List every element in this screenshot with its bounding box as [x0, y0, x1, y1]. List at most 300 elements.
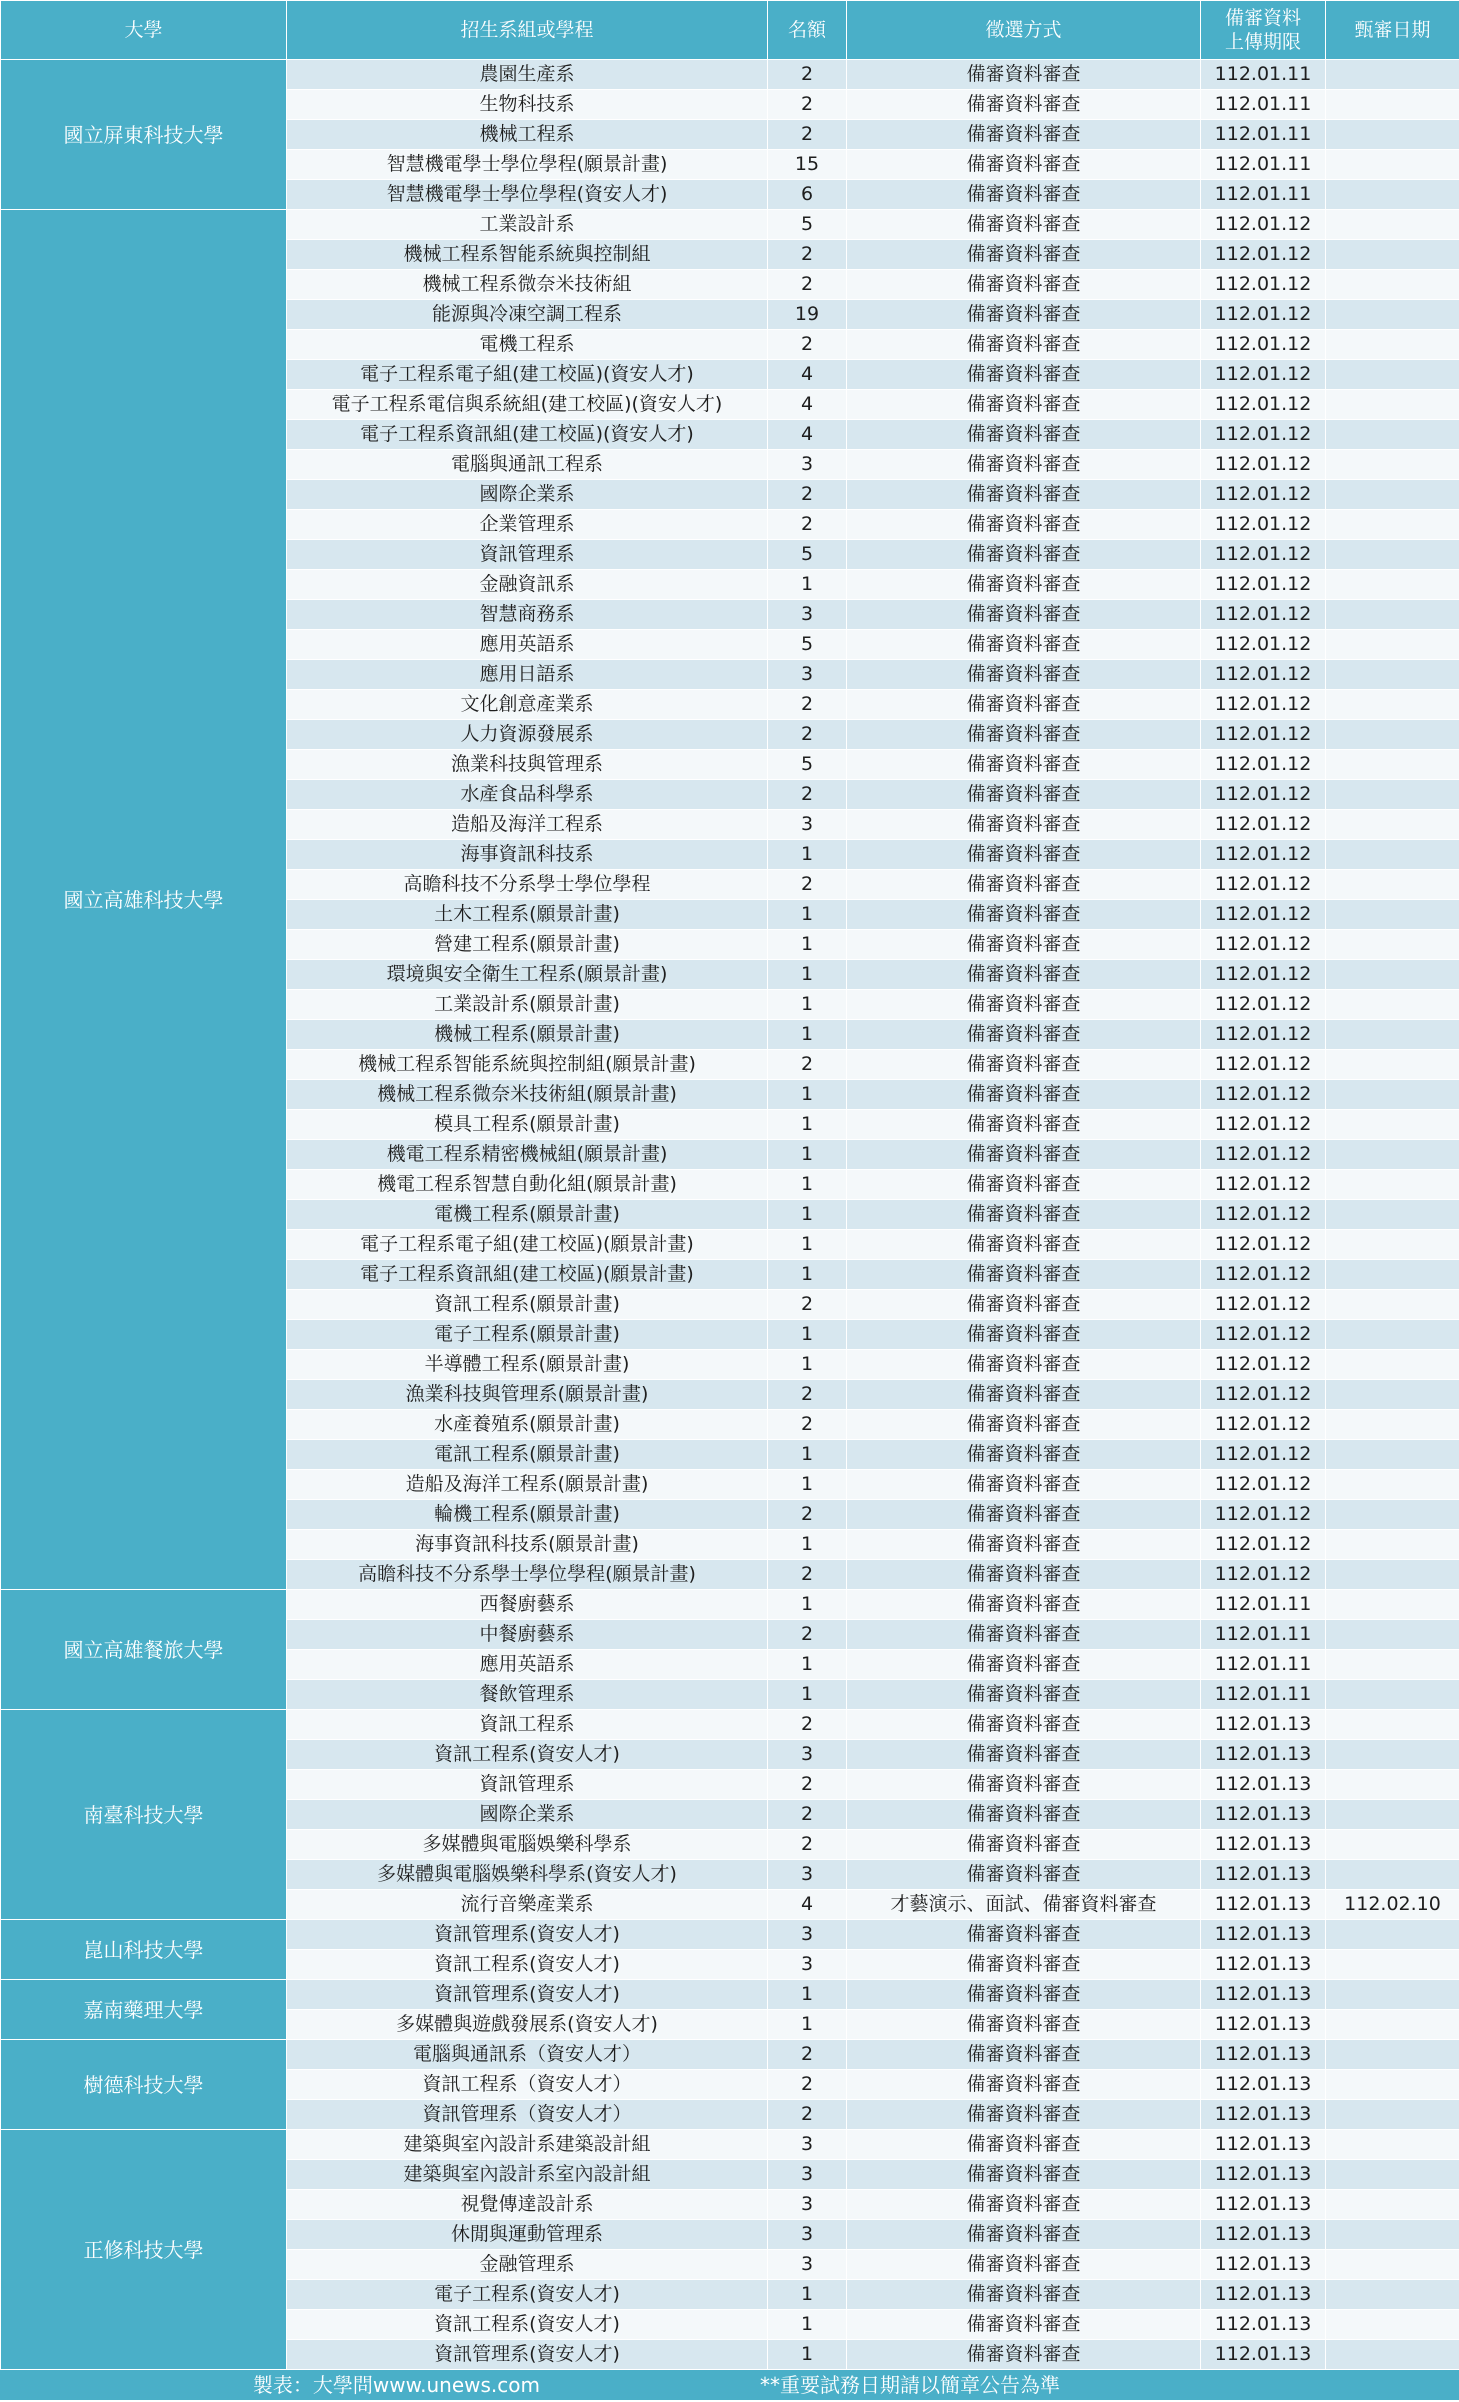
- deadline-cell: 112.01.12: [1201, 1110, 1326, 1140]
- deadline-cell: 112.01.12: [1201, 360, 1326, 390]
- interview-date-cell: [1326, 480, 1459, 510]
- interview-date-cell: [1326, 1590, 1459, 1620]
- method-cell: 備審資料審查: [847, 1770, 1201, 1800]
- method-cell: 備審資料審查: [847, 810, 1201, 840]
- deadline-cell: 112.01.13: [1201, 2040, 1326, 2070]
- quota-cell: 4: [768, 390, 847, 420]
- method-cell: 備審資料審查: [847, 1200, 1201, 1230]
- interview-date-cell: [1326, 1260, 1459, 1290]
- deadline-cell: 112.01.13: [1201, 2280, 1326, 2310]
- method-cell: 備審資料審查: [847, 690, 1201, 720]
- interview-date-cell: [1326, 2280, 1459, 2310]
- interview-date-cell: [1326, 1350, 1459, 1380]
- quota-cell: 19: [768, 300, 847, 330]
- method-cell: 備審資料審查: [847, 1110, 1201, 1140]
- method-cell: 備審資料審查: [847, 150, 1201, 180]
- method-cell: 備審資料審查: [847, 630, 1201, 660]
- deadline-cell: 112.01.12: [1201, 1530, 1326, 1560]
- method-cell: 備審資料審查: [847, 1440, 1201, 1470]
- quota-cell: 1: [768, 1170, 847, 1200]
- method-cell: 備審資料審查: [847, 1290, 1201, 1320]
- quota-cell: 2: [768, 1830, 847, 1860]
- interview-date-cell: [1326, 1110, 1459, 1140]
- department-cell: 資訊工程系: [287, 1710, 768, 1740]
- quota-cell: 3: [768, 2220, 847, 2250]
- quota-cell: 4: [768, 1890, 847, 1920]
- quota-cell: 5: [768, 210, 847, 240]
- deadline-cell: 112.01.11: [1201, 1590, 1326, 1620]
- department-cell: 電機工程系: [287, 330, 768, 360]
- quota-cell: 1: [768, 1650, 847, 1680]
- quota-cell: 1: [768, 2310, 847, 2340]
- header-method: 徵選方式: [847, 1, 1201, 60]
- interview-date-cell: [1326, 570, 1459, 600]
- table-row: [1, 1980, 1459, 2010]
- method-cell: 備審資料審查: [847, 1620, 1201, 1650]
- department-cell: 漁業科技與管理系(願景計畫): [287, 1380, 768, 1410]
- department-cell: 西餐廚藝系: [287, 1590, 768, 1620]
- deadline-cell: 112.01.13: [1201, 2130, 1326, 2160]
- method-cell: 備審資料審查: [847, 210, 1201, 240]
- method-cell: 備審資料審查: [847, 1560, 1201, 1590]
- quota-cell: 2: [768, 2040, 847, 2070]
- deadline-cell: 112.01.13: [1201, 2100, 1326, 2130]
- method-cell: 備審資料審查: [847, 1920, 1201, 1950]
- deadline-cell: 112.01.12: [1201, 240, 1326, 270]
- department-cell: 機電工程系智慧自動化組(願景計畫): [287, 1170, 768, 1200]
- method-cell: 備審資料審查: [847, 90, 1201, 120]
- department-cell: 高瞻科技不分系學士學位學程: [287, 870, 768, 900]
- interview-date-cell: [1326, 630, 1459, 660]
- quota-cell: 3: [768, 810, 847, 840]
- interview-date-cell: [1326, 2070, 1459, 2100]
- department-cell: 國際企業系: [287, 1800, 768, 1830]
- method-cell: 備審資料審查: [847, 240, 1201, 270]
- deadline-cell: 112.01.12: [1201, 1440, 1326, 1470]
- quota-cell: 2: [768, 2070, 847, 2100]
- method-cell: 備審資料審查: [847, 1080, 1201, 1110]
- department-cell: 土木工程系(願景計畫): [287, 900, 768, 930]
- deadline-cell: 112.01.12: [1201, 1020, 1326, 1050]
- department-cell: 電腦與通訊系（資安人才）: [287, 2040, 768, 2070]
- quota-cell: 2: [768, 690, 847, 720]
- interview-date-cell: [1326, 240, 1459, 270]
- method-cell: 備審資料審查: [847, 1170, 1201, 1200]
- department-cell: 電子工程系資訊組(建工校區)(資安人才): [287, 420, 768, 450]
- deadline-cell: 112.01.13: [1201, 2250, 1326, 2280]
- quota-cell: 2: [768, 240, 847, 270]
- method-cell: 備審資料審查: [847, 1320, 1201, 1350]
- quota-cell: 1: [768, 2010, 847, 2040]
- method-cell: 備審資料審查: [847, 1020, 1201, 1050]
- method-cell: 備審資料審查: [847, 840, 1201, 870]
- department-cell: 多媒體與遊戲發展系(資安人才): [287, 2010, 768, 2040]
- department-cell: 文化創意產業系: [287, 690, 768, 720]
- method-cell: 備審資料審查: [847, 930, 1201, 960]
- department-cell: 機械工程系: [287, 120, 768, 150]
- method-cell: 備審資料審查: [847, 1530, 1201, 1560]
- quota-cell: 4: [768, 360, 847, 390]
- university-name: 嘉南藥理大學: [1, 1980, 287, 2040]
- quota-cell: 1: [768, 1230, 847, 1260]
- department-cell: 視覺傳達設計系: [287, 2190, 768, 2220]
- method-cell: 備審資料審查: [847, 660, 1201, 690]
- department-cell: 電子工程系電子組(建工校區)(願景計畫): [287, 1230, 768, 1260]
- method-cell: 備審資料審查: [847, 870, 1201, 900]
- deadline-cell: 112.01.11: [1201, 120, 1326, 150]
- interview-date-cell: [1326, 690, 1459, 720]
- department-cell: 資訊工程系(資安人才): [287, 1740, 768, 1770]
- quota-cell: 3: [768, 660, 847, 690]
- deadline-cell: 112.01.12: [1201, 750, 1326, 780]
- deadline-cell: 112.01.12: [1201, 990, 1326, 1020]
- department-cell: 多媒體與電腦娛樂科學系: [287, 1830, 768, 1860]
- method-cell: 備審資料審查: [847, 750, 1201, 780]
- interview-date-cell: [1326, 2160, 1459, 2190]
- quota-cell: 3: [768, 2190, 847, 2220]
- method-cell: 備審資料審查: [847, 780, 1201, 810]
- department-cell: 資訊工程系（資安人才）: [287, 2070, 768, 2100]
- department-cell: 能源與冷凍空調工程系: [287, 300, 768, 330]
- university-name: 國立屏東科技大學: [1, 60, 287, 210]
- deadline-cell: 112.01.12: [1201, 780, 1326, 810]
- interview-date-cell: [1326, 930, 1459, 960]
- deadline-cell: 112.01.11: [1201, 90, 1326, 120]
- department-cell: 漁業科技與管理系: [287, 750, 768, 780]
- deadline-cell: 112.01.12: [1201, 390, 1326, 420]
- quota-cell: 3: [768, 2250, 847, 2280]
- method-cell: 備審資料審查: [847, 1740, 1201, 1770]
- deadline-cell: 112.01.12: [1201, 300, 1326, 330]
- quota-cell: 5: [768, 540, 847, 570]
- department-cell: 應用日語系: [287, 660, 768, 690]
- interview-date-cell: [1326, 810, 1459, 840]
- method-cell: 備審資料審查: [847, 960, 1201, 990]
- method-cell: 備審資料審查: [847, 1230, 1201, 1260]
- deadline-cell: 112.01.12: [1201, 630, 1326, 660]
- interview-date-cell: [1326, 750, 1459, 780]
- quota-cell: 3: [768, 1950, 847, 1980]
- department-cell: 海事資訊科技系(願景計畫): [287, 1530, 768, 1560]
- quota-cell: 2: [768, 60, 847, 90]
- method-cell: 備審資料審查: [847, 1380, 1201, 1410]
- interview-date-cell: [1326, 1980, 1459, 2010]
- department-cell: 電機工程系(願景計畫): [287, 1200, 768, 1230]
- department-cell: 建築與室內設計系室內設計組: [287, 2160, 768, 2190]
- interview-date-cell: [1326, 1290, 1459, 1320]
- quota-cell: 3: [768, 600, 847, 630]
- department-cell: 電訊工程系(願景計畫): [287, 1440, 768, 1470]
- quota-cell: 2: [768, 1380, 847, 1410]
- department-cell: 機電工程系精密機械組(願景計畫): [287, 1140, 768, 1170]
- quota-cell: 1: [768, 990, 847, 1020]
- method-cell: 備審資料審查: [847, 1050, 1201, 1080]
- quota-cell: 2: [768, 330, 847, 360]
- quota-cell: 1: [768, 1350, 847, 1380]
- method-cell: 備審資料審查: [847, 330, 1201, 360]
- department-cell: 輪機工程系(願景計畫): [287, 1500, 768, 1530]
- deadline-cell: 112.01.11: [1201, 60, 1326, 90]
- method-cell: 備審資料審查: [847, 1410, 1201, 1440]
- deadline-cell: 112.01.12: [1201, 840, 1326, 870]
- header-interview-date: 甄審日期: [1326, 1, 1459, 60]
- method-cell: 備審資料審查: [847, 1860, 1201, 1890]
- department-cell: 資訊工程系(資安人才): [287, 1950, 768, 1980]
- deadline-cell: 112.01.12: [1201, 720, 1326, 750]
- table-row: [1, 2040, 1459, 2070]
- interview-date-cell: [1326, 1440, 1459, 1470]
- department-cell: 機械工程系智能系統與控制組(願景計畫): [287, 1050, 768, 1080]
- quota-cell: 2: [768, 1770, 847, 1800]
- method-cell: 備審資料審查: [847, 450, 1201, 480]
- quota-cell: 1: [768, 1200, 847, 1230]
- interview-date-cell: [1326, 2130, 1459, 2160]
- deadline-cell: 112.01.13: [1201, 1860, 1326, 1890]
- department-cell: 智慧機電學士學位學程(願景計畫): [287, 150, 768, 180]
- interview-date-cell: [1326, 1020, 1459, 1050]
- university-name: 國立高雄科技大學: [1, 210, 287, 1590]
- interview-date-cell: [1326, 1800, 1459, 1830]
- department-cell: 電子工程系電信與系統組(建工校區)(資安人才): [287, 390, 768, 420]
- quota-cell: 2: [768, 1410, 847, 1440]
- deadline-cell: 112.01.12: [1201, 1350, 1326, 1380]
- deadline-cell: 112.01.13: [1201, 1950, 1326, 1980]
- deadline-cell: 112.01.12: [1201, 1050, 1326, 1080]
- interview-date-cell: 112.02.10: [1326, 1890, 1459, 1920]
- deadline-cell: 112.01.11: [1201, 1650, 1326, 1680]
- interview-date-cell: [1326, 780, 1459, 810]
- interview-date-cell: [1326, 840, 1459, 870]
- interview-date-cell: [1326, 210, 1459, 240]
- deadline-cell: 112.01.12: [1201, 930, 1326, 960]
- method-cell: 備審資料審查: [847, 990, 1201, 1020]
- method-cell: 備審資料審查: [847, 2010, 1201, 2040]
- method-cell: 備審資料審查: [847, 390, 1201, 420]
- quota-cell: 1: [768, 2280, 847, 2310]
- quota-cell: 2: [768, 1050, 847, 1080]
- department-cell: 應用英語系: [287, 630, 768, 660]
- interview-date-cell: [1326, 1620, 1459, 1650]
- method-cell: 備審資料審查: [847, 1260, 1201, 1290]
- department-cell: 電子工程系(資安人才): [287, 2280, 768, 2310]
- quota-cell: 2: [768, 1560, 847, 1590]
- deadline-cell: 112.01.12: [1201, 660, 1326, 690]
- interview-date-cell: [1326, 510, 1459, 540]
- quota-cell: 2: [768, 870, 847, 900]
- department-cell: 智慧機電學士學位學程(資安人才): [287, 180, 768, 210]
- interview-date-cell: [1326, 360, 1459, 390]
- deadline-cell: 112.01.12: [1201, 1560, 1326, 1590]
- deadline-cell: 112.01.12: [1201, 1200, 1326, 1230]
- interview-date-cell: [1326, 330, 1459, 360]
- interview-date-cell: [1326, 300, 1459, 330]
- deadline-cell: 112.01.12: [1201, 960, 1326, 990]
- interview-date-cell: [1326, 1050, 1459, 1080]
- deadline-cell: 112.01.12: [1201, 1410, 1326, 1440]
- department-cell: 資訊管理系(資安人才): [287, 1920, 768, 1950]
- department-cell: 資訊管理系: [287, 540, 768, 570]
- department-cell: 電子工程系(願景計畫): [287, 1320, 768, 1350]
- quota-cell: 1: [768, 1440, 847, 1470]
- deadline-cell: 112.01.13: [1201, 1800, 1326, 1830]
- department-cell: 高瞻科技不分系學士學位學程(願景計畫): [287, 1560, 768, 1590]
- interview-date-cell: [1326, 2310, 1459, 2340]
- department-cell: 機械工程系智能系統與控制組: [287, 240, 768, 270]
- deadline-cell: 112.01.13: [1201, 2220, 1326, 2250]
- method-cell: 備審資料審查: [847, 2250, 1201, 2280]
- quota-cell: 1: [768, 930, 847, 960]
- quota-cell: 2: [768, 720, 847, 750]
- department-cell: 機械工程系微奈米技術組(願景計畫): [287, 1080, 768, 1110]
- department-cell: 企業管理系: [287, 510, 768, 540]
- method-cell: 備審資料審查: [847, 480, 1201, 510]
- table-row: [1, 210, 1459, 240]
- method-cell: 備審資料審查: [847, 1500, 1201, 1530]
- interview-date-cell: [1326, 1860, 1459, 1890]
- department-cell: 智慧商務系: [287, 600, 768, 630]
- table-row: [1, 2130, 1459, 2160]
- interview-date-cell: [1326, 1950, 1459, 1980]
- interview-date-cell: [1326, 1530, 1459, 1560]
- quota-cell: 3: [768, 1740, 847, 1770]
- interview-date-cell: [1326, 2220, 1459, 2250]
- department-cell: 造船及海洋工程系: [287, 810, 768, 840]
- department-cell: 人力資源發展系: [287, 720, 768, 750]
- deadline-cell: 112.01.12: [1201, 270, 1326, 300]
- deadline-cell: 112.01.12: [1201, 1320, 1326, 1350]
- department-cell: 資訊工程系(願景計畫): [287, 1290, 768, 1320]
- method-cell: 備審資料審查: [847, 1470, 1201, 1500]
- deadline-cell: 112.01.12: [1201, 1470, 1326, 1500]
- deadline-cell: 112.01.12: [1201, 1260, 1326, 1290]
- method-cell: 備審資料審查: [847, 1140, 1201, 1170]
- deadline-cell: 112.01.13: [1201, 1740, 1326, 1770]
- quota-cell: 1: [768, 1590, 847, 1620]
- method-cell: 備審資料審查: [847, 1710, 1201, 1740]
- table-body: [1, 60, 1459, 2370]
- method-cell: 備審資料審查: [847, 2190, 1201, 2220]
- deadline-cell: 112.01.13: [1201, 2010, 1326, 2040]
- department-cell: 工業設計系(願景計畫): [287, 990, 768, 1020]
- table-row: [1, 1710, 1459, 1740]
- department-cell: 資訊管理系: [287, 1770, 768, 1800]
- quota-cell: 2: [768, 120, 847, 150]
- quota-cell: 1: [768, 1140, 847, 1170]
- interview-date-cell: [1326, 120, 1459, 150]
- deadline-cell: 112.01.12: [1201, 1170, 1326, 1200]
- deadline-cell: 112.01.13: [1201, 2190, 1326, 2220]
- method-cell: 備審資料審查: [847, 360, 1201, 390]
- interview-date-cell: [1326, 2010, 1459, 2040]
- method-cell: 備審資料審查: [847, 2070, 1201, 2100]
- method-cell: 備審資料審查: [847, 270, 1201, 300]
- method-cell: 備審資料審查: [847, 600, 1201, 630]
- quota-cell: 2: [768, 510, 847, 540]
- method-cell: 備審資料審查: [847, 1680, 1201, 1710]
- method-cell: 備審資料審查: [847, 2280, 1201, 2310]
- footer-note: **重要試務日期請以簡章公告為準: [760, 2373, 1060, 2397]
- deadline-cell: 112.01.11: [1201, 180, 1326, 210]
- method-cell: 才藝演示、面試、備審資料審查: [847, 1890, 1201, 1920]
- interview-date-cell: [1326, 2250, 1459, 2280]
- department-cell: 半導體工程系(願景計畫): [287, 1350, 768, 1380]
- interview-date-cell: [1326, 1140, 1459, 1170]
- department-cell: 國際企業系: [287, 480, 768, 510]
- interview-date-cell: [1326, 1080, 1459, 1110]
- department-cell: 環境與安全衛生工程系(願景計畫): [287, 960, 768, 990]
- quota-cell: 1: [768, 1110, 847, 1140]
- department-cell: 農園生產系: [287, 60, 768, 90]
- method-cell: 備審資料審查: [847, 1950, 1201, 1980]
- quota-cell: 1: [768, 1470, 847, 1500]
- interview-date-cell: [1326, 180, 1459, 210]
- deadline-cell: 112.01.12: [1201, 1230, 1326, 1260]
- department-cell: 水產食品科學系: [287, 780, 768, 810]
- quota-cell: 1: [768, 1320, 847, 1350]
- interview-date-cell: [1326, 960, 1459, 990]
- interview-date-cell: [1326, 450, 1459, 480]
- interview-date-cell: [1326, 60, 1459, 90]
- interview-date-cell: [1326, 1320, 1459, 1350]
- deadline-cell: 112.01.13: [1201, 1830, 1326, 1860]
- quota-cell: 1: [768, 1980, 847, 2010]
- interview-date-cell: [1326, 540, 1459, 570]
- method-cell: 備審資料審查: [847, 900, 1201, 930]
- method-cell: 備審資料審查: [847, 300, 1201, 330]
- university-name: 樹德科技大學: [1, 2040, 287, 2130]
- header-deadline-line2: 上傳期限: [1224, 31, 1301, 53]
- header-row: [1, 1, 1459, 60]
- quota-cell: 1: [768, 570, 847, 600]
- quota-cell: 2: [768, 90, 847, 120]
- method-cell: 備審資料審查: [847, 2220, 1201, 2250]
- footer-credit: 製表：大學問www.unews.com: [252, 2373, 540, 2397]
- quota-cell: 3: [768, 1860, 847, 1890]
- table-row: [1, 60, 1459, 90]
- department-cell: 資訊管理系(資安人才): [287, 2340, 768, 2370]
- quota-cell: 2: [768, 1500, 847, 1530]
- interview-date-cell: [1326, 2100, 1459, 2130]
- method-cell: 備審資料審查: [847, 1800, 1201, 1830]
- header-deadline: [1201, 1, 1326, 60]
- quota-cell: 1: [768, 1680, 847, 1710]
- deadline-cell: 112.01.12: [1201, 540, 1326, 570]
- department-cell: 電子工程系資訊組(建工校區)(願景計畫): [287, 1260, 768, 1290]
- university-name: 南臺科技大學: [1, 1710, 287, 1920]
- method-cell: 備審資料審查: [847, 570, 1201, 600]
- interview-date-cell: [1326, 270, 1459, 300]
- interview-date-cell: [1326, 1410, 1459, 1440]
- department-cell: 工業設計系: [287, 210, 768, 240]
- deadline-cell: 112.01.12: [1201, 450, 1326, 480]
- interview-date-cell: [1326, 420, 1459, 450]
- interview-date-cell: [1326, 600, 1459, 630]
- department-cell: 餐飲管理系: [287, 1680, 768, 1710]
- interview-date-cell: [1326, 390, 1459, 420]
- deadline-cell: 112.01.13: [1201, 2340, 1326, 2370]
- deadline-cell: 112.01.13: [1201, 2070, 1326, 2100]
- department-cell: 休閒與運動管理系: [287, 2220, 768, 2250]
- interview-date-cell: [1326, 90, 1459, 120]
- deadline-cell: 112.01.11: [1201, 150, 1326, 180]
- interview-date-cell: [1326, 870, 1459, 900]
- interview-date-cell: [1326, 2040, 1459, 2070]
- quota-cell: 5: [768, 630, 847, 660]
- department-cell: 資訊工程系(資安人才): [287, 2310, 768, 2340]
- deadline-cell: 112.01.12: [1201, 510, 1326, 540]
- quota-cell: 2: [768, 1800, 847, 1830]
- header-quota: 名額: [768, 1, 847, 60]
